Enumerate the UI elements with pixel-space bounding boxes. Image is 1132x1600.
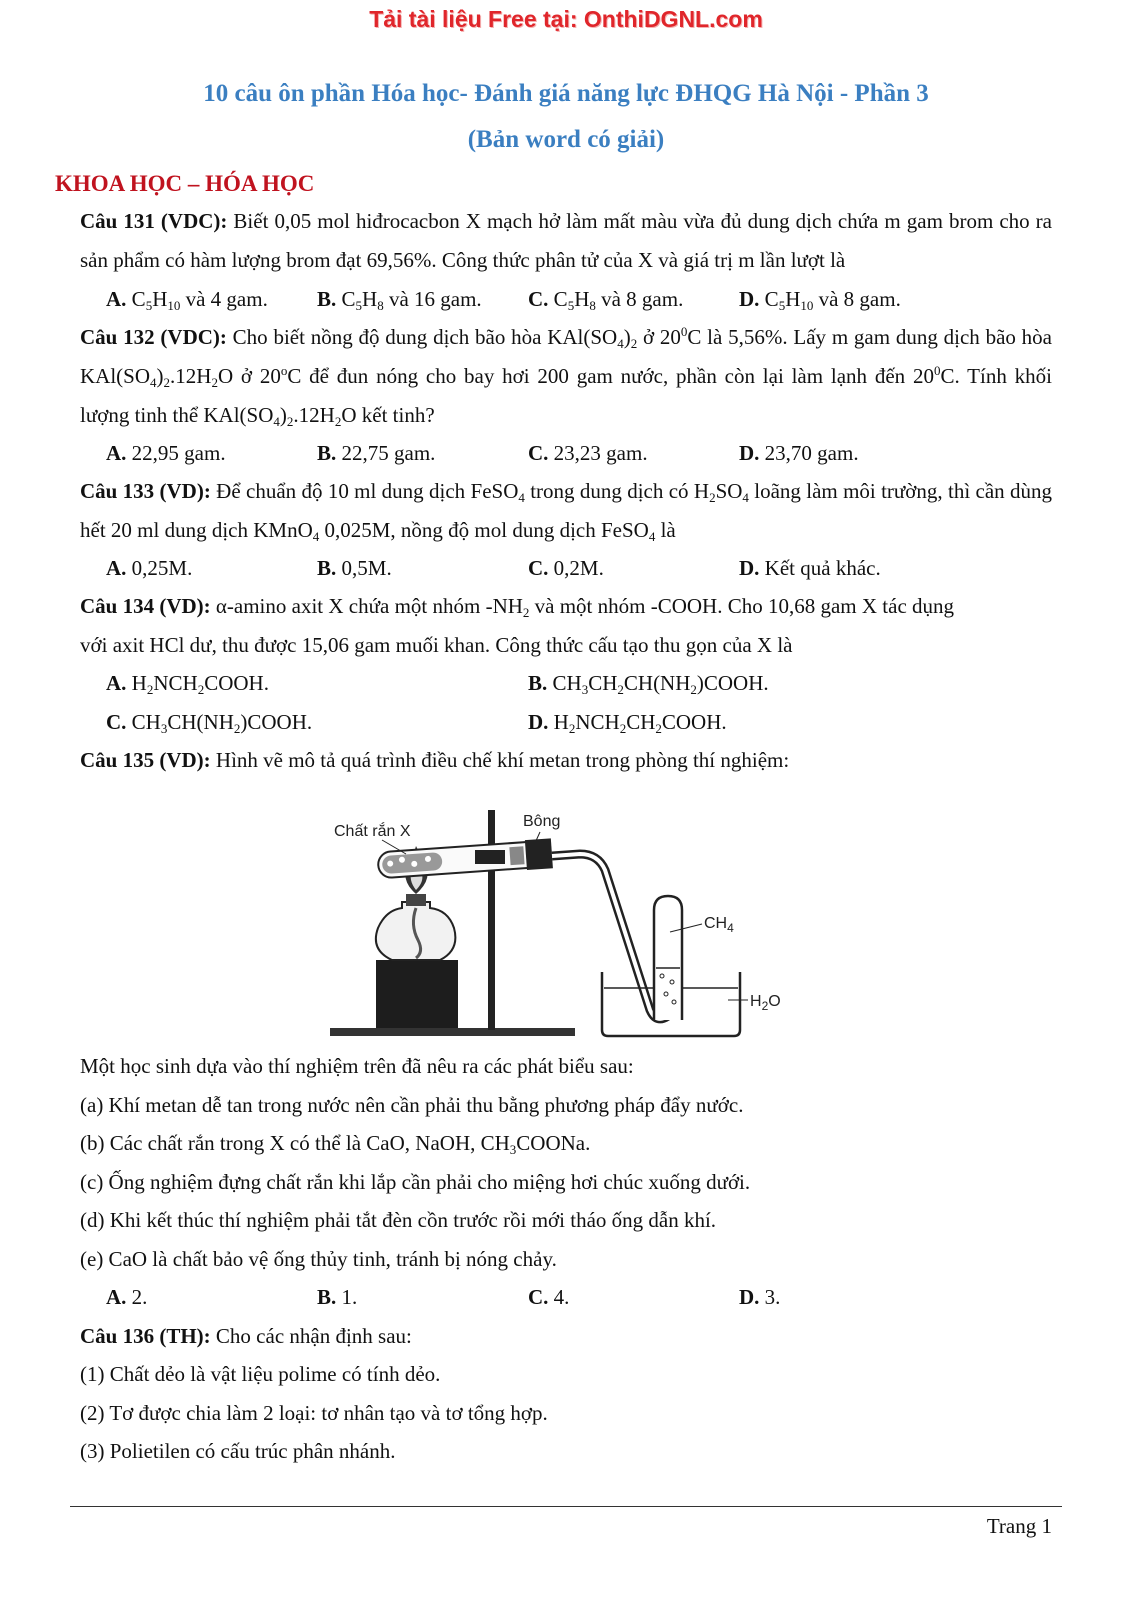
stand-base xyxy=(330,1028,575,1036)
option-d: D. $H_2NCH_2CH_2COOH$. xyxy=(528,710,727,736)
question-135: Câu 135 (VD): Hình vẽ mô tả quá trình điều chế khí metan trong phòng thí nghiệm: xyxy=(80,748,790,772)
statement-a: (a) Khí metan dễ tan trong nước nên cần phải thu bằng phương pháp đẩy nước. xyxy=(80,1093,744,1117)
statements-intro: Một học sinh dựa vào thí nghiệm trên đã nêu ra các phát biểu sau: xyxy=(80,1054,634,1078)
doc-subtitle: (Bản word có giải) xyxy=(467,126,665,153)
page-number: Trang 1 xyxy=(986,1514,1052,1538)
statement-d: (d) Khi kết thúc thí nghiệm phải tắt đèn cồn trước rồi mới tháo ống dẫn khí. xyxy=(80,1208,717,1232)
option-b: B. $CH_3CH_2CH(NH_2)COOH$. xyxy=(528,671,769,697)
option-a: A. $H_2NCH_2COOH$. xyxy=(106,671,269,697)
option-c: C. $CH_3CH(NH_2)COOH$. xyxy=(106,710,313,736)
option-b: B. 0,5M. xyxy=(317,556,392,580)
option-a: A. $C_5H_{10}$ và 4 gam. xyxy=(106,287,268,313)
footer-divider xyxy=(70,1506,1062,1507)
option-d: D. 3. xyxy=(739,1285,781,1309)
label-h2o: $H_2O$ xyxy=(750,993,781,1013)
option-a: A. 22,95 gam. xyxy=(106,441,226,465)
question-133: Câu 133 (VD): Để chuẩn độ 10 ml dung dịch FeSO$_4$ trong dung dịch có $H_2SO_4$ loãng làm môi trường, thì cần dùng hết 20 ml dung dịch KMnO$_4$ 0,025M, nồng độ mol dung dịch FeSO$_4$ là xyxy=(80,479,1052,544)
clamp xyxy=(475,850,505,864)
question-text: Biết 0,05 mol hiđrocacbon X mạch hở làm mất màu vừa đủ dung dịch chứa m gam brom cho ra sản phẩm có hàm lượng brom đạt 69,56%. Công thức phân tử của X và giá trị m lần lượt là xyxy=(80,209,1052,272)
option-a: A. 2. xyxy=(106,1285,148,1309)
statement-3: (3) Polietilen có cấu trúc phân nhánh. xyxy=(80,1439,396,1463)
question-132: Câu 132 (VDC): Cho biết nồng độ dung dịch bão hòa $KAl(SO_4)_2$ ở $20^0C$ là 5,56%. Lấy m gam dung dịch bão hòa $KAl(SO_4)_2.12H_2O$ ở 20$^o$C để đun nóng cho bay hơi 200 gam nước, phần còn lại làm lạnh đến $20^0C$. Tính khối lượng tinh thể $KAl(SO_4)_2.12H_2O$ kết tinh? xyxy=(80,324,1053,429)
doc-title: 10 câu ôn phần Hóa học- Đánh giá năng lực ĐHQG Hà Nội - Phần 3 xyxy=(203,80,929,107)
methane-apparatus-figure xyxy=(330,810,800,1045)
test-tube xyxy=(377,838,553,880)
label-cotton: Bông xyxy=(523,813,561,830)
option-c: C. $C_5H_8$ và 8 gam. xyxy=(528,287,684,313)
option-b: B. $C_5H_8$ và 16 gam. xyxy=(317,287,482,313)
question-136: Câu 136 (TH): Cho các nhận định sau: xyxy=(80,1324,412,1348)
statement-c: (c) Ống nghiệm đựng chất rắn khi lắp cần phải cho miệng hơi chúc xuống dưới. xyxy=(80,1170,751,1194)
option-a: A. 0,25M. xyxy=(106,556,193,580)
label-ch4: $CH_4$ xyxy=(704,915,734,935)
section-heading: KHOA HỌC – HÓA HỌC xyxy=(55,171,315,196)
stand-rod xyxy=(488,810,495,1030)
cotton-plug xyxy=(509,846,524,865)
question-label: Câu 131 (VDC): xyxy=(80,209,228,233)
rubber-stopper xyxy=(525,838,553,870)
question-134-line2: với axit HCl dư, thu được 15,06 gam muối khan. Công thức cấu tạo thu gọn của X là xyxy=(80,633,793,657)
source-banner: Tải tài liệu Free tại: OnthiDGNL.com xyxy=(369,6,763,32)
statement-2: (2) Tơ được chia làm 2 loại: tơ nhân tạo và tơ tổng hợp. xyxy=(80,1401,548,1425)
option-d: D. $C_5H_{10}$ và 8 gam. xyxy=(739,287,901,313)
option-b: B. 22,75 gam. xyxy=(317,441,436,465)
option-c: C. 0,2M. xyxy=(528,556,604,580)
option-d: D. 23,70 gam. xyxy=(739,441,859,465)
collecting-tube xyxy=(654,896,682,1020)
lamp-neck xyxy=(406,894,426,906)
question-131 xyxy=(80,202,1052,280)
option-c: C. 23,23 gam. xyxy=(528,441,648,465)
question-134: Câu 134 (VD): α-amino axit X chứa một nhóm $-NH_2$ và một nhóm -COOH. Cho 10,68 gam X tác dụng xyxy=(80,594,955,620)
statement-1: (1) Chất dẻo là vật liệu polime có tính dẻo. xyxy=(80,1362,441,1386)
label-solid-x: Chất rắn X xyxy=(334,823,411,840)
option-b: B. 1. xyxy=(317,1285,358,1309)
burner-block xyxy=(376,960,458,1028)
option-d: D. Kết quả khác. xyxy=(739,556,881,580)
statement-e: (e) CaO là chất bảo vệ ống thủy tinh, tránh bị nóng chảy. xyxy=(80,1247,557,1271)
option-c: C. 4. xyxy=(528,1285,570,1309)
statement-b: (b) Các chất rắn trong X có thể là CaO, NaOH, $CH_3COONa$. xyxy=(80,1131,591,1157)
